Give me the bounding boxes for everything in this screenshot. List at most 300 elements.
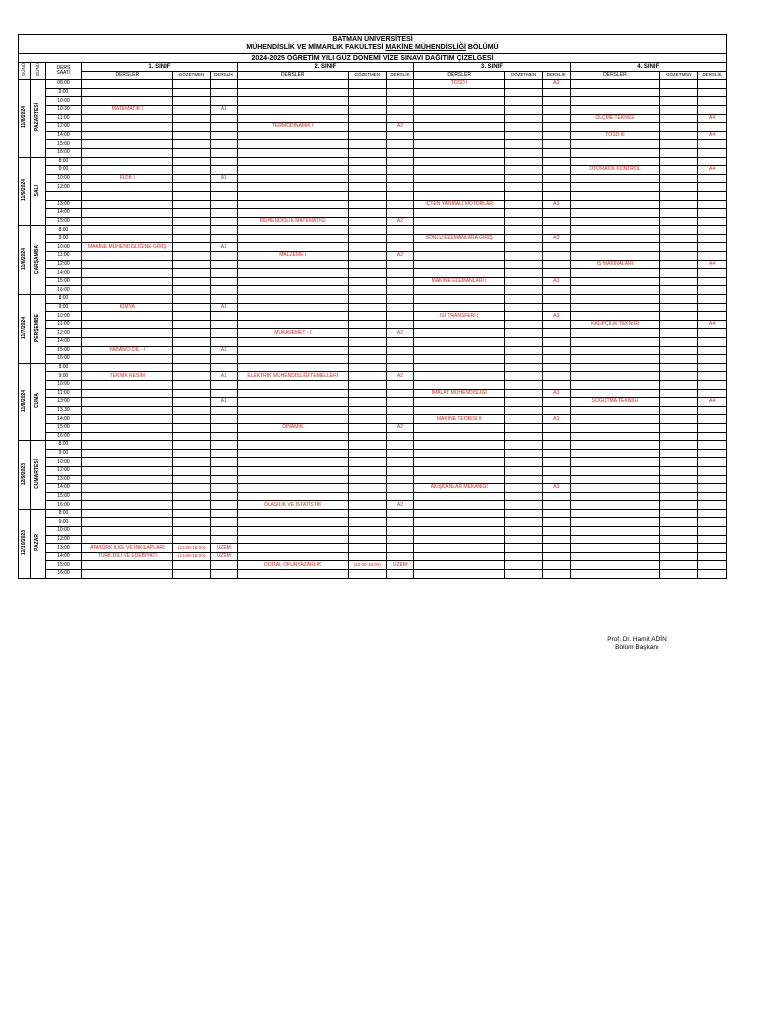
classroom-cell [542,380,570,389]
classroom-cell [542,423,570,432]
proctor-cell [348,174,386,183]
classroom-cell [386,269,414,278]
course-name [82,432,173,441]
classroom-cell [211,217,238,226]
schedule-row [19,380,727,389]
classroom-cell [386,226,414,235]
classroom-cell: UZEM [211,544,238,553]
course-name [237,97,348,106]
course-name [82,501,173,510]
proctor-cell [348,501,386,510]
course-name [414,114,505,123]
time-slot: 10:30 [45,105,82,114]
proctor-cell [505,174,543,183]
proctor-cell [660,148,698,157]
course-name [414,570,505,579]
classroom-cell [211,157,238,166]
course-name [414,243,505,252]
proctor-cell [505,226,543,235]
proctor-cell [505,200,543,209]
classroom-cell: A1 [211,174,238,183]
course-name: SOĞUTMA TEKNİĞİ [570,398,660,407]
classroom-cell [698,200,727,209]
proctor-cell [348,355,386,364]
proctor-cell [173,475,211,484]
course-name [570,492,660,501]
proctor-cell [660,544,698,553]
course-name [570,97,660,106]
class-2-header: 2. SINIF [237,63,414,72]
course-name [570,432,660,441]
time-slot: 9:00 [45,234,82,243]
classroom-cell [698,458,727,467]
classroom-cell [386,209,414,218]
proctor-cell [660,570,698,579]
proctor-cell [348,166,386,175]
classroom-cell [386,260,414,269]
course-name: DİNAMİK [237,423,348,432]
time-slot: 12:00 [45,183,82,192]
schedule-row [19,174,727,183]
classroom-cell [698,423,727,432]
time-slot: 13:00 [45,398,82,407]
proctor-cell [660,80,698,89]
classroom-cell [211,475,238,484]
classroom-cell [211,527,238,536]
proctor-cell [660,295,698,304]
university-name: BATMAN ÜNİVERSİTESİ [332,36,413,43]
time-slot: 11:00 [45,320,82,329]
course-name: KALIPÇILIK TEKNİĞİ [570,320,660,329]
time-slot: 15:00 [45,140,82,149]
course-name [414,329,505,338]
course-name [570,174,660,183]
classroom-cell [211,131,238,140]
schedule-row [19,209,727,218]
exam-schedule [18,34,727,579]
course-name [414,380,505,389]
proctor-cell [660,88,698,97]
course-name: FİZİK I [82,174,173,183]
course-name [414,509,505,518]
classroom-cell [386,303,414,312]
classroom-cell [211,338,238,347]
course-name [237,191,348,200]
proctor-cell: (13:00-18:00) [348,561,386,570]
proctor-cell [660,252,698,261]
time-slot: 15:00 [45,492,82,501]
schedule-row [19,492,727,501]
classroom-cell: A3 [542,277,570,286]
proctor-cell [660,312,698,321]
classroom-cell [698,501,727,510]
course-name [414,97,505,106]
classroom-cell [211,492,238,501]
course-name [414,338,505,347]
classroom-cell [542,183,570,192]
classroom-cell [542,458,570,467]
course-name [414,148,505,157]
proctor-cell [348,346,386,355]
schedule-row [19,148,727,157]
classroom-cell [386,475,414,484]
proctor-cell [505,105,543,114]
classroom-cell [542,286,570,295]
classroom-cell [698,466,727,475]
classroom-cell [211,320,238,329]
course-name [237,295,348,304]
classroom-cell [386,484,414,493]
classroom-cell [542,114,570,123]
classroom-cell: A2 [386,252,414,261]
proctor-cell [173,492,211,501]
classroom-cell [698,174,727,183]
course-name [82,561,173,570]
course-name [82,338,173,347]
proctor-cell [505,338,543,347]
classroom-cell [386,441,414,450]
course-name [82,535,173,544]
schedule-row [19,458,727,467]
course-name [414,157,505,166]
proctor-cell [173,466,211,475]
faculty-line [19,44,726,52]
classroom-cell [386,535,414,544]
course-name [237,389,348,398]
proctor-cell [348,423,386,432]
classroom-cell: A1 [211,372,238,381]
time-slot: 13:00 [45,200,82,209]
course-name [237,570,348,579]
proctor-cell [348,148,386,157]
proctor-cell [505,492,543,501]
course-name [414,140,505,149]
course-name [82,286,173,295]
day-date: 12/10/2023 [19,509,31,578]
class-3-header: 3. SINIF [414,63,570,72]
proctor-cell [348,380,386,389]
proctor-cell [505,166,543,175]
course-name [570,338,660,347]
proctor-cell [505,398,543,407]
course-name: MUKAVEMET - I [237,329,348,338]
classroom-cell: UZEM [386,561,414,570]
proctor-cell [660,105,698,114]
course-name [414,527,505,536]
proctor-cell [505,363,543,372]
ders-saati-header: DERS SAATİ [45,63,82,80]
course-name [82,458,173,467]
course-name [82,406,173,415]
department-name: MAKİNE MÜHENDİSLİĞİ [385,44,466,51]
day-name: CUMA [31,363,45,440]
signature-name: Prof. Dr. Hamit ADİN [607,636,667,643]
course-name [570,552,660,561]
course-name [570,200,660,209]
proctor-cell [505,441,543,450]
classroom-cell [698,484,727,493]
course-name [414,398,505,407]
schedule-table [18,34,727,579]
classroom-cell [698,243,727,252]
proctor-cell [505,277,543,286]
time-slot: 10:00 [45,312,82,321]
proctor-cell [505,329,543,338]
proctor-cell [348,260,386,269]
classroom-cell [211,458,238,467]
course-name: YABANCI DİL - I [82,346,173,355]
course-name: MAKİNE MÜHENDİSLİĞİNE GİRİŞ [82,243,173,252]
proctor-cell [660,389,698,398]
course-name [82,234,173,243]
schedule-row [19,561,727,570]
classroom-cell [698,355,727,364]
course-name [414,269,505,278]
course-name [414,432,505,441]
course-name: AKIŞKANLAR MEKANİĞİ [414,484,505,493]
proctor-cell [173,398,211,407]
classroom-cell [698,105,727,114]
schedule-row [19,303,727,312]
course-name [237,209,348,218]
course-name [570,346,660,355]
proctor-cell [505,570,543,579]
schedule-row [19,295,727,304]
course-name [82,217,173,226]
classroom-cell [386,552,414,561]
schedule-row [19,518,727,527]
course-name [570,234,660,243]
course-name [237,363,348,372]
classroom-cell [542,260,570,269]
course-name [414,303,505,312]
schedule-row [19,346,727,355]
proctor-cell [348,277,386,286]
classroom-cell [698,209,727,218]
proctor-cell [505,509,543,518]
course-name: DİJİTAL OKURYAZARLIK [237,561,348,570]
course-name [82,363,173,372]
course-name [237,312,348,321]
time-slot: 10:00 [45,458,82,467]
time-slot: 11:00 [45,252,82,261]
proctor-cell [660,363,698,372]
classroom-cell [542,372,570,381]
classroom-cell [698,252,727,261]
time-slot: 11:00 [45,389,82,398]
course-name [237,80,348,89]
classroom-cell [542,88,570,97]
proctor-cell [660,174,698,183]
signature-block [560,636,714,652]
proctor-cell [348,518,386,527]
classroom-cell [386,131,414,140]
classroom-cell: A3 [542,200,570,209]
proctor-cell [348,209,386,218]
classroom-cell [698,570,727,579]
proctor-cell [348,191,386,200]
course-name [570,140,660,149]
course-name [414,441,505,450]
classroom-cell [542,338,570,347]
proctor-cell [348,329,386,338]
schedule-row [19,200,727,209]
schedule-row [19,183,727,192]
proctor-cell [660,200,698,209]
proctor-cell [173,131,211,140]
course-name: İÇTEN YANMALI MOTORLAR [414,200,505,209]
classroom-cell [698,97,727,106]
proctor-cell [348,415,386,424]
page-title-block [19,35,727,54]
course-name [570,406,660,415]
course-name [82,380,173,389]
classroom-cell [386,234,414,243]
proctor-cell [505,295,543,304]
schedule-row [19,286,727,295]
classroom-cell: A3 [542,80,570,89]
proctor-cell [660,131,698,140]
classroom-cell [386,355,414,364]
course-name [237,269,348,278]
proctor-cell [660,406,698,415]
day-name: PERŞEMBE [31,295,45,364]
proctor-cell [660,303,698,312]
classroom-cell [386,466,414,475]
classroom-cell [386,183,414,192]
proctor-cell [173,157,211,166]
classroom-cell: A2 [386,423,414,432]
proctor-cell [660,449,698,458]
classroom-cell [211,312,238,321]
proctor-cell [348,449,386,458]
classroom-cell [386,277,414,286]
course-name [82,518,173,527]
proctor-cell [505,320,543,329]
time-slot: 8:00 [45,157,82,166]
course-name [570,466,660,475]
proctor-cell [348,286,386,295]
proctor-cell [348,372,386,381]
course-name [570,501,660,510]
proctor-cell [660,243,698,252]
course-name: OLASILIK VE İSTATİSTİK [237,501,348,510]
proctor-cell [660,277,698,286]
proctor-cell [173,97,211,106]
classroom-cell [698,226,727,235]
proctor-cell [348,183,386,192]
proctor-cell [505,458,543,467]
proctor-cell [348,527,386,536]
course-name [82,398,173,407]
classroom-cell [386,380,414,389]
day-name: CUMARTESİ [31,441,45,510]
classroom-cell [698,269,727,278]
course-name [414,217,505,226]
course-name [237,492,348,501]
classroom-cell [211,449,238,458]
time-slot: 16:00 [45,286,82,295]
proctor-cell [505,148,543,157]
course-name [570,458,660,467]
proctor-cell [173,346,211,355]
course-name [570,518,660,527]
schedule-row [19,355,727,364]
proctor-cell [348,432,386,441]
classroom-cell [698,286,727,295]
schedule-row [19,80,727,89]
course-name [570,295,660,304]
proctor-cell [348,466,386,475]
proctor-cell [505,191,543,200]
classroom-cell [211,80,238,89]
classroom-cell: A2 [386,329,414,338]
course-name [570,105,660,114]
course-name [414,131,505,140]
proctor-cell [505,501,543,510]
proctor-cell [173,217,211,226]
proctor-cell [660,269,698,278]
classroom-cell [542,441,570,450]
classroom-cell [542,518,570,527]
course-name [237,338,348,347]
proctor-cell [505,80,543,89]
proctor-cell [660,114,698,123]
course-name [570,88,660,97]
course-name [237,484,348,493]
course-name [82,441,173,450]
proctor-cell [505,552,543,561]
schedule-row [19,217,727,226]
proctor-cell [173,200,211,209]
classroom-cell: A2 [386,372,414,381]
proctor-cell [173,88,211,97]
dersler-header: DERSLER [82,71,173,80]
course-name [82,423,173,432]
classroom-cell [698,432,727,441]
proctor-cell [348,252,386,261]
classroom-cell [698,312,727,321]
course-name [237,105,348,114]
proctor-cell [173,234,211,243]
proctor-cell [660,380,698,389]
proctor-cell [173,286,211,295]
course-name [237,157,348,166]
proctor-cell [660,458,698,467]
schedule-row [19,226,727,235]
proctor-cell [505,303,543,312]
proctor-cell [505,372,543,381]
course-name: TÜRK DİLİ VE EDEBİYATI [82,552,173,561]
course-name [237,243,348,252]
proctor-cell [660,372,698,381]
proctor-cell [173,329,211,338]
course-name [237,509,348,518]
classroom-cell [211,295,238,304]
time-slot: 16:00 [45,501,82,510]
proctor-cell [348,97,386,106]
classroom-cell [542,166,570,175]
classroom-cell [698,303,727,312]
schedule-row [19,191,727,200]
classroom-cell [211,535,238,544]
course-name [570,544,660,553]
classroom-cell [698,527,727,536]
course-name [237,131,348,140]
course-name [82,97,173,106]
classroom-cell [211,466,238,475]
schedule-row [19,114,727,123]
